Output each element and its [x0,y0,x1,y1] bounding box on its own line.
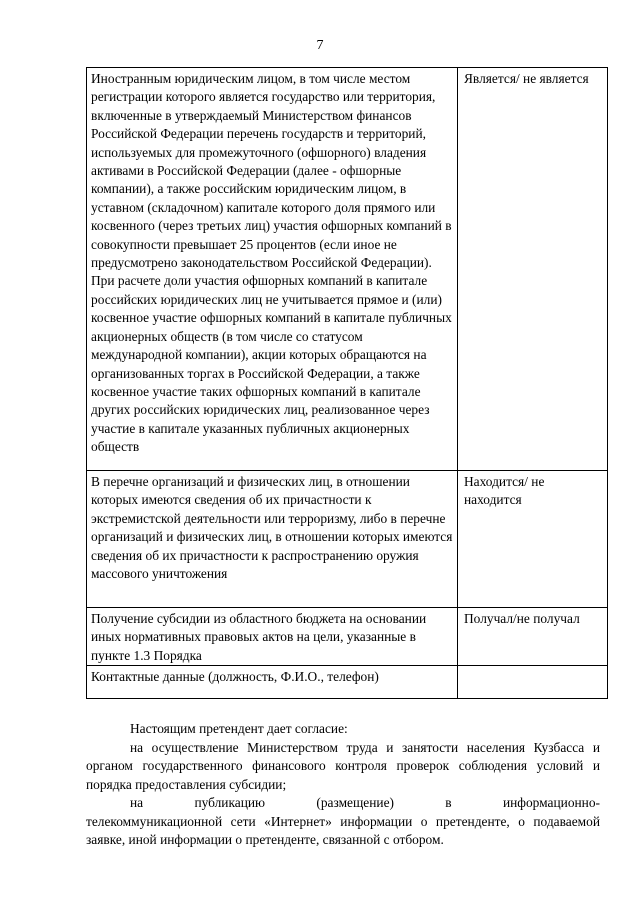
applicant-criteria-table [86,67,608,699]
answer-contact-data [458,666,608,699]
consent-intro: Настоящим претендент дает согласие: [130,721,348,736]
answer-extremism-list: Находится/ не находится [458,471,608,608]
table-row [87,608,608,666]
consent-item-publication-line1: на публикацию (размещение) в информационно- [130,795,600,810]
answer-other-subsidy: Получал/не получал [458,608,608,666]
criterion-extremism-list: В перечне организаций и физических лиц, в отношении которых имеются сведения об их причастности к экстремистской деятельности или терроризму, либо в перечне организаций и физических лиц, в отношении которых имеются сведения об их причастности к распространению оружия массового уничтожения [87,471,458,608]
table-row [87,471,608,608]
criterion-contact-data: Контактные данные (должность, Ф.И.О., телефон) [87,666,458,699]
consent-item-publication-rest: телекоммуникационной сети «Интернет» информации о претенденте, о подаваемой заявке, иной информации о претенденте, связанной с отбором. [86,813,600,847]
page-number: 7 [316,38,324,53]
table-row [87,666,608,699]
table-row [87,68,608,471]
criterion-other-subsidy: Получение субсидии из областного бюджета на основании иных нормативных правовых актов на цели, указанные в пункте 1.3 Порядка [87,608,458,666]
criterion-offshore: Иностранным юридическим лицом, в том числе местом регистрации которого является государство или территория, включенные в утверждаемый Министерством финансов Российской Федерации перечень государств и территорий, используемых для промежуточного (офшорного) владения активами в Российской Федерации (далее - офшорные компании), а также российским юридическим лицом, в уставном (складочном) капитале которого доля прямого или косвенного (через третьих лиц) участия офшорных компаний в совокупности превышает 25 процентов (если иное не предусмотрено законодательством Российской Федерации). При расчете доли участия офшорных компаний в капитале российских юридических лиц не учитывается прямое и (или) косвенное участие офшорных компаний в капитале публичных акционерных обществ (в том числе со статусом международной компании), акции которых обращаются на организованных торгах в Российской Федерации, а также косвенное участие таких офшорных компаний в капитале других российских юридических лиц, реализованное через участие в капитале указанных публичных акционерных обществ [87,68,458,471]
consent-item-inspection: на осуществление Министерством труда и занятости населения Кузбасса и органом государственного финансового контроля проверок соблюдения условий и порядка предоставления субсидии; [86,739,600,792]
consent-section [86,720,600,850]
answer-offshore: Является/ не является [458,68,608,471]
